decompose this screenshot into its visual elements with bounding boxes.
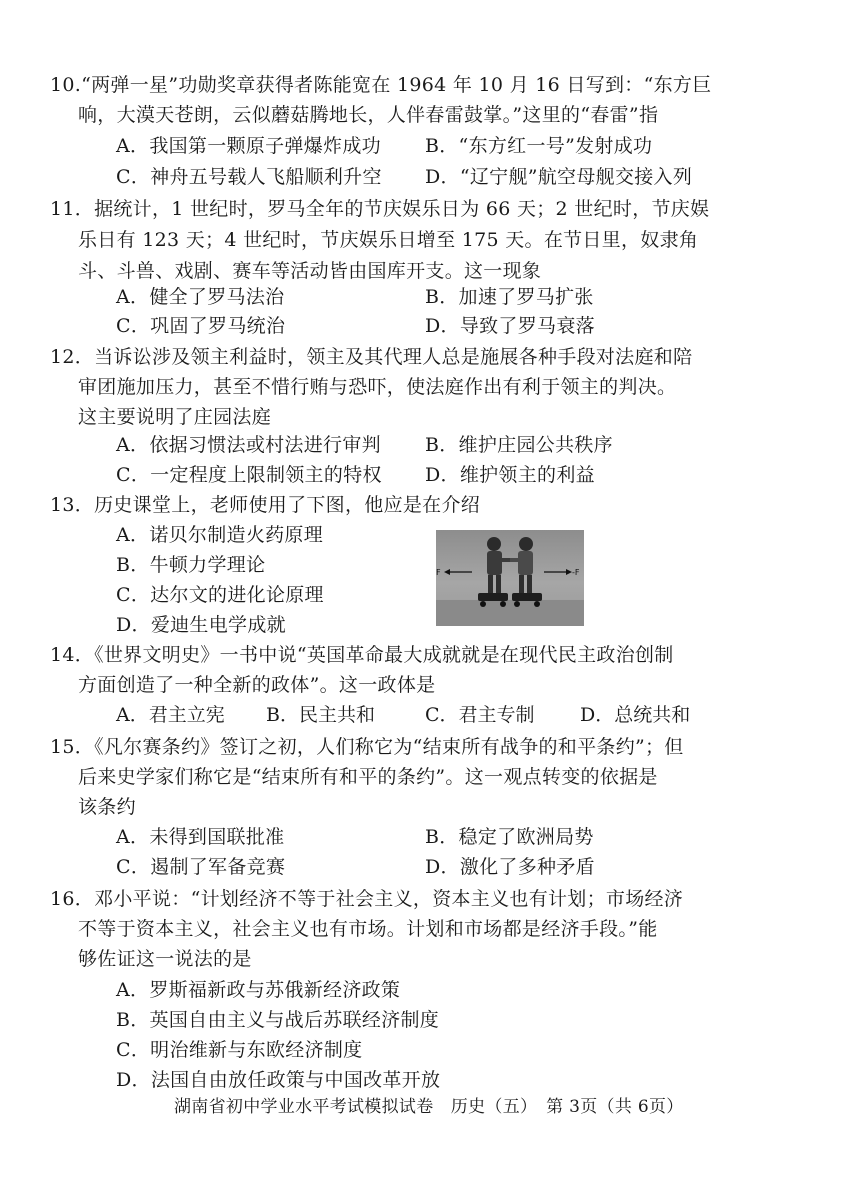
- question-13-option-d: D．爱迪生电学成就: [116, 614, 286, 636]
- question-15-option-a: A．未得到国联批准: [116, 826, 285, 848]
- question-10-line-1: 10.“两弹一星”功勋奖章获得者陈能宽在 1964 年 10 月 16 日写到：“东方巨: [50, 74, 712, 96]
- question-10-option-d: D．“辽宁舰”航空母舰交接入列: [425, 166, 693, 188]
- question-13-line-1: 13．历史课堂上，老师使用了下图，他应是在介绍: [50, 494, 481, 516]
- question-16-option-a: A．罗斯福新政与苏俄新经济政策: [116, 979, 401, 1001]
- question-15-option-b: B．稳定了欧洲局势: [425, 826, 594, 848]
- right-child: [510, 537, 533, 593]
- question-12-line-1: 12．当诉讼涉及领主利益时，领主及其代理人总是施展各种手段对法庭和陪: [50, 346, 693, 368]
- question-11-line-2: 乐日有 123 天；4 世纪时，节庆娱乐日增至 175 天。在节日里，奴隶角: [78, 229, 699, 251]
- question-12-option-b: B．维护庄园公共秩序: [425, 434, 613, 456]
- question-16-line-1: 16．邓小平说：“计划经济不等于社会主义，资本主义也有计划；市场经济: [50, 888, 684, 910]
- question-14-option-d: D．总统共和: [580, 704, 691, 726]
- question-16-line-3: 够佐证这一说法的是: [78, 948, 252, 970]
- question-15-line-2: 后来史学家们称它是“结束所有和平的条约”。这一观点转变的依据是: [78, 766, 658, 788]
- question-12-line-3: 这主要说明了庄园法庭: [78, 406, 272, 428]
- question-12-line-2: 审团施加压力，甚至不惜行贿与恐吓，使法庭作出有利于领主的判决。: [78, 376, 677, 398]
- question-16-option-b: B．英国自由主义与战后苏联经济制度: [116, 1009, 440, 1031]
- figure-floor: [436, 600, 584, 626]
- question-14-option-a: A．君主立宪: [116, 704, 225, 726]
- question-13-figure: [436, 530, 584, 626]
- question-12-option-c: C．一定程度上限制领主的特权: [116, 464, 382, 486]
- question-16-option-c: C．明治维新与东欧经济制度: [116, 1039, 363, 1061]
- question-14-line-2: 方面创造了一种全新的政体”。这一政体是: [78, 674, 436, 696]
- left-child: [487, 537, 512, 593]
- question-13-option-b: B．牛顿力学理论: [116, 554, 266, 576]
- question-16-option-d: D．法国自由放任政策与中国改革开放: [116, 1069, 441, 1091]
- question-13-option-c: C．达尔文的进化论原理: [116, 584, 324, 606]
- question-15-option-d: D．激化了多种矛盾: [425, 856, 595, 878]
- page-footer: 湖南省初中学业水平考试模拟试卷 历史（五） 第 3页（共 6页）: [174, 1097, 684, 1117]
- left-force-label: F: [436, 568, 441, 577]
- question-11-line-3: 斗、斗兽、戏剧、赛车等活动皆由国库开支。这一现象: [78, 260, 542, 282]
- question-10-option-b: B．“东方红一号”发射成功: [425, 135, 653, 157]
- question-11-option-b: B．加速了罗马扩张: [425, 286, 594, 308]
- question-14-line-1: 14．《世界文明史》一书中说“英国革命最大成就就是在现代民主政治创制: [50, 644, 674, 666]
- question-15-line-3: 该条约: [78, 796, 136, 818]
- question-10-option-c: C．神舟五号载人飞船顺利升空: [116, 166, 382, 188]
- question-12-option-a: A．依据习惯法或村法进行审判: [116, 434, 381, 456]
- force-illustration: [436, 530, 584, 626]
- question-11-line-1: 11．据统计，1 世纪时，罗马全年的节庆娱乐日为 66 天；2 世纪时，节庆娱: [50, 198, 710, 220]
- question-13-option-a: A．诺贝尔制造火药原理: [116, 524, 324, 546]
- question-10-option-a: A．我国第一颗原子弹爆炸成功: [116, 135, 381, 157]
- question-16-line-2: 不等于资本主义，社会主义也有市场。计划和市场都是经济手段。”能: [78, 918, 658, 940]
- question-14-option-c: C．君主专制: [425, 704, 535, 726]
- right-force-label: -F: [572, 568, 580, 577]
- question-11-option-c: C．巩固了罗马统治: [116, 315, 286, 337]
- question-12-option-d: D．维护领主的利益: [425, 464, 595, 486]
- question-15-option-c: C．遏制了军备竞赛: [116, 856, 286, 878]
- question-11-option-d: D．导致了罗马衰落: [425, 315, 595, 337]
- question-14-option-b: B．民主共和: [266, 704, 375, 726]
- question-15-line-1: 15．《凡尔赛条约》签订之初，人们称它为“结束所有战争的和平条约”；但: [50, 736, 684, 758]
- question-11-option-a: A．健全了罗马法治: [116, 286, 285, 308]
- left-arrow-head: [444, 569, 450, 575]
- question-10-line-2: 响，大漠天苍朗，云似蘑菇腾地长，人伴春雷鼓掌。”这里的“春雷”指: [78, 104, 659, 126]
